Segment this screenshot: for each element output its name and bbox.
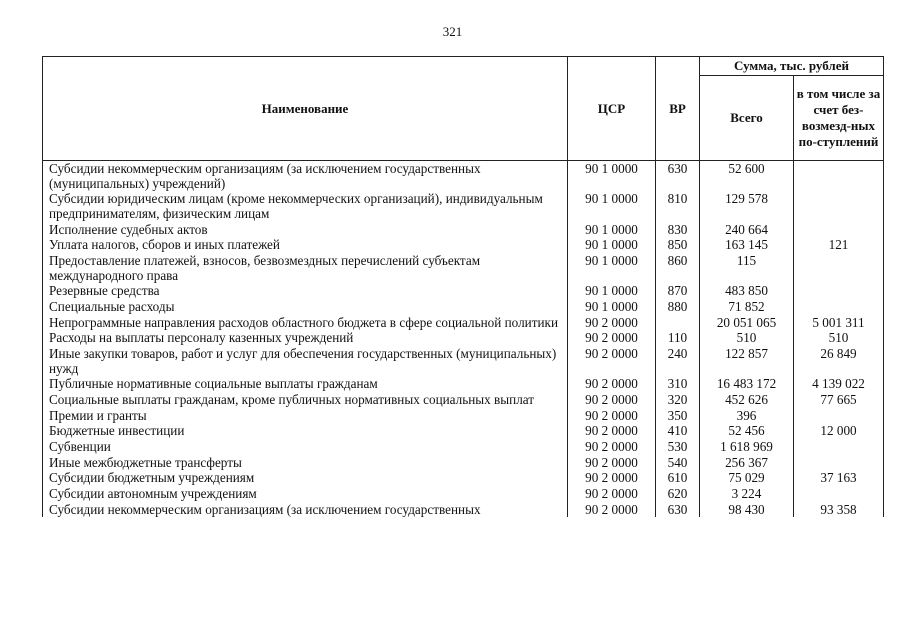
- cell-vr: 320: [656, 392, 700, 408]
- cell-total: 163 145: [700, 237, 794, 253]
- cell-free: [794, 455, 884, 471]
- table-row: [43, 423, 884, 439]
- cell-free: 5 001 311: [794, 315, 884, 331]
- table-header: [43, 57, 884, 161]
- table-row: [43, 408, 884, 424]
- cell-total: 3 224: [700, 486, 794, 502]
- cell-vr: 810: [656, 191, 700, 221]
- cell-csr: 90 2 0000: [568, 408, 656, 424]
- cell-vr: 860: [656, 253, 700, 283]
- cell-total: 75 029: [700, 470, 794, 486]
- cell-vr: 830: [656, 222, 700, 238]
- cell-name: Специальные расходы: [43, 299, 568, 315]
- cell-total: 129 578: [700, 191, 794, 221]
- cell-vr: 630: [656, 502, 700, 518]
- cell-csr: 90 2 0000: [568, 346, 656, 376]
- cell-csr: 90 2 0000: [568, 376, 656, 392]
- cell-vr: 880: [656, 299, 700, 315]
- cell-name: Расходы на выплаты персоналу казенных учреждений: [43, 330, 568, 346]
- cell-name: Предоставление платежей, взносов, безвозмездных перечислений субъектам международного права: [43, 253, 568, 283]
- header-csr: ЦСР: [568, 57, 656, 161]
- table-row: [43, 299, 884, 315]
- cell-csr: 90 2 0000: [568, 455, 656, 471]
- header-name: Наименование: [43, 57, 568, 161]
- header-free-receipts: в том числе за счет без-возмезд-ных по-ступлений: [794, 76, 884, 161]
- cell-vr: 310: [656, 376, 700, 392]
- table-row: [43, 222, 884, 238]
- cell-csr: 90 2 0000: [568, 470, 656, 486]
- cell-name: Субсидии некоммерческим организациям (за исключением государственных: [43, 502, 568, 518]
- table-row: [43, 376, 884, 392]
- cell-total: 20 051 065: [700, 315, 794, 331]
- cell-csr: 90 2 0000: [568, 330, 656, 346]
- header-sum-group: Сумма, тыс. рублей: [700, 57, 884, 76]
- cell-csr: 90 1 0000: [568, 299, 656, 315]
- cell-free: 4 139 022: [794, 376, 884, 392]
- cell-name: Публичные нормативные социальные выплаты гражданам: [43, 376, 568, 392]
- cell-free: [794, 408, 884, 424]
- cell-free: 93 358: [794, 502, 884, 518]
- cell-free: [794, 283, 884, 299]
- page-number: 321: [442, 24, 463, 39]
- cell-free: [794, 439, 884, 455]
- cell-vr: 410: [656, 423, 700, 439]
- cell-total: 52 600: [700, 161, 794, 192]
- cell-csr: 90 1 0000: [568, 283, 656, 299]
- cell-vr: 240: [656, 346, 700, 376]
- cell-total: 115: [700, 253, 794, 283]
- cell-name: Субвенции: [43, 439, 568, 455]
- cell-name: Уплата налогов, сборов и иных платежей: [43, 237, 568, 253]
- table-row: [43, 315, 884, 331]
- table-row: [43, 191, 884, 221]
- cell-total: 1 618 969: [700, 439, 794, 455]
- cell-name: Социальные выплаты гражданам, кроме публичных нормативных социальных выплат: [43, 392, 568, 408]
- cell-total: 52 456: [700, 423, 794, 439]
- cell-total: 98 430: [700, 502, 794, 518]
- cell-total: 240 664: [700, 222, 794, 238]
- cell-name: Иные межбюджетные трансферты: [43, 455, 568, 471]
- cell-name: Субсидии некоммерческим организациям (за исключением государственных (муниципальных) учреждений): [43, 161, 568, 192]
- table-row: [43, 253, 884, 283]
- cell-vr: 620: [656, 486, 700, 502]
- cell-free: 37 163: [794, 470, 884, 486]
- table-row: [43, 237, 884, 253]
- cell-free: 12 000: [794, 423, 884, 439]
- cell-csr: 90 2 0000: [568, 486, 656, 502]
- budget-table-container: [42, 56, 883, 517]
- cell-name: Субсидии бюджетным учреждениям: [43, 470, 568, 486]
- cell-csr: 90 2 0000: [568, 315, 656, 331]
- table-row: [43, 161, 884, 192]
- cell-free: [794, 222, 884, 238]
- cell-csr: 90 1 0000: [568, 191, 656, 221]
- cell-csr: 90 1 0000: [568, 253, 656, 283]
- cell-total: 71 852: [700, 299, 794, 315]
- cell-free: [794, 191, 884, 221]
- table-row: [43, 502, 884, 518]
- cell-vr: 350: [656, 408, 700, 424]
- table-body: [43, 161, 884, 518]
- table-row: [43, 330, 884, 346]
- cell-free: [794, 486, 884, 502]
- cell-total: 452 626: [700, 392, 794, 408]
- cell-csr: 90 1 0000: [568, 161, 656, 192]
- cell-csr: 90 2 0000: [568, 423, 656, 439]
- cell-name: Резервные средства: [43, 283, 568, 299]
- budget-table: [42, 56, 884, 517]
- table-row: [43, 283, 884, 299]
- cell-csr: 90 2 0000: [568, 502, 656, 518]
- cell-vr: 870: [656, 283, 700, 299]
- cell-name: Бюджетные инвестиции: [43, 423, 568, 439]
- header-total: Всего: [700, 76, 794, 161]
- cell-csr: 90 2 0000: [568, 392, 656, 408]
- cell-total: 16 483 172: [700, 376, 794, 392]
- cell-free: [794, 299, 884, 315]
- cell-vr: 610: [656, 470, 700, 486]
- cell-total: 122 857: [700, 346, 794, 376]
- header-vr: ВР: [656, 57, 700, 161]
- cell-csr: 90 2 0000: [568, 439, 656, 455]
- cell-name: Субсидии юридическим лицам (кроме некоммерческих организаций), индивидуальным предпринимателям, физическим лицам: [43, 191, 568, 221]
- cell-csr: 90 1 0000: [568, 237, 656, 253]
- cell-vr: 850: [656, 237, 700, 253]
- cell-vr: 110: [656, 330, 700, 346]
- table-row: [43, 439, 884, 455]
- cell-vr: [656, 315, 700, 331]
- cell-vr: 530: [656, 439, 700, 455]
- cell-name: Непрограммные направления расходов областного бюджета в сфере социальной политики: [43, 315, 568, 331]
- cell-free: [794, 253, 884, 283]
- cell-total: 396: [700, 408, 794, 424]
- cell-total: 256 367: [700, 455, 794, 471]
- table-row: [43, 392, 884, 408]
- cell-free: 26 849: [794, 346, 884, 376]
- cell-total: 483 850: [700, 283, 794, 299]
- cell-name: Иные закупки товаров, работ и услуг для обеспечения государственных (муниципальных) нужд: [43, 346, 568, 376]
- cell-vr: 630: [656, 161, 700, 192]
- cell-free: 510: [794, 330, 884, 346]
- table-row: [43, 470, 884, 486]
- cell-free: 121: [794, 237, 884, 253]
- table-row: [43, 346, 884, 376]
- cell-vr: 540: [656, 455, 700, 471]
- cell-name: Премии и гранты: [43, 408, 568, 424]
- cell-name: Исполнение судебных актов: [43, 222, 568, 238]
- table-row: [43, 486, 884, 502]
- cell-free: 77 665: [794, 392, 884, 408]
- table-row: [43, 455, 884, 471]
- cell-name: Субсидии автономным учреждениям: [43, 486, 568, 502]
- cell-free: [794, 161, 884, 192]
- cell-total: 510: [700, 330, 794, 346]
- cell-csr: 90 1 0000: [568, 222, 656, 238]
